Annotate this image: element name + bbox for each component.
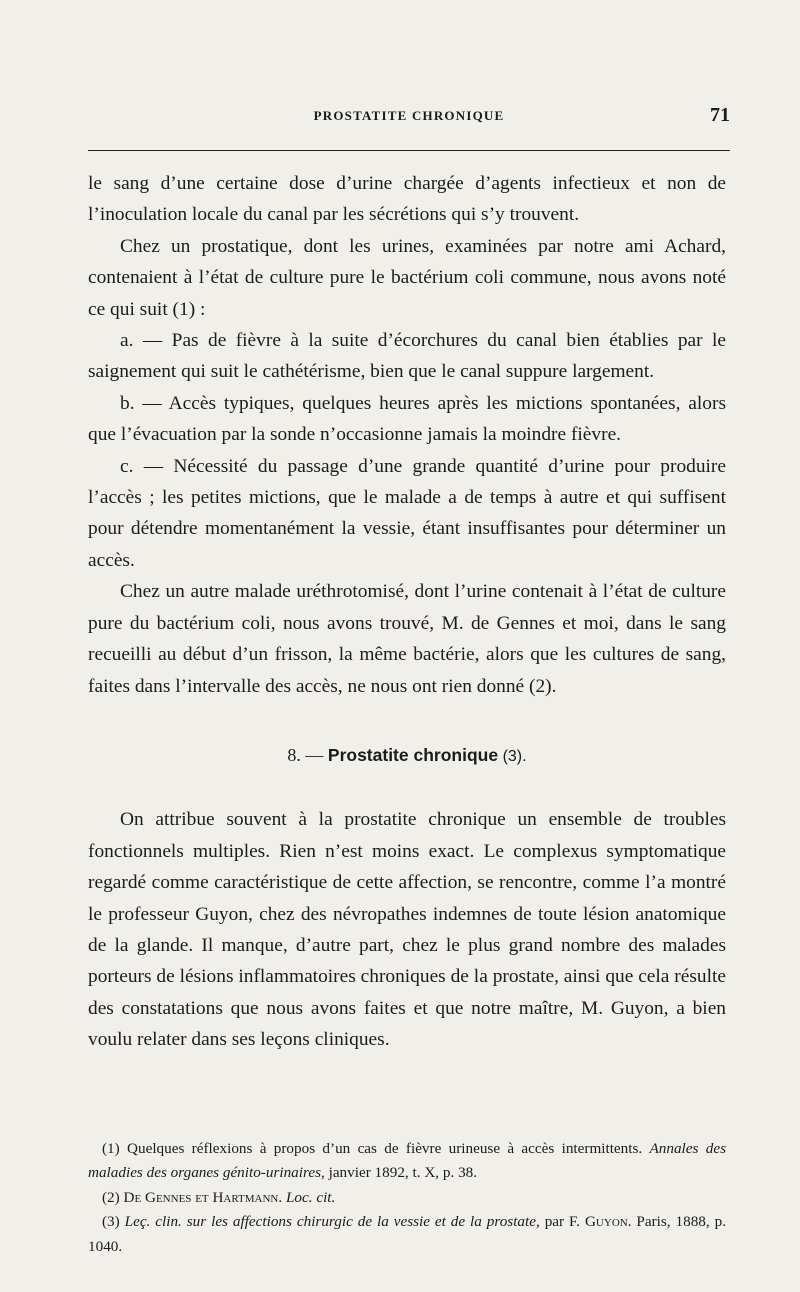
footnote-reference: Paris, 1888, p. 1040. <box>88 1213 726 1255</box>
footnote-2 <box>88 1186 726 1210</box>
footnote-par: par <box>539 1213 565 1231</box>
footnote-text: (1) Quelques réflexions à propos d’un cas de fièvre urineuse à accès intermittents. <box>102 1140 643 1157</box>
page-number: 71 <box>710 104 730 126</box>
paragraph: le sang d’une certaine dose d’urine chargée d’agents infectieux et non de l’inoculation locale du canal par les sécrétions qui s’y trouvent. <box>88 173 726 226</box>
section-footnote-mark: (3). <box>502 747 527 765</box>
footnote-mark: (2) <box>102 1188 124 1206</box>
footnote-reference: janvier 1892, t. X, p. 38. <box>324 1164 478 1182</box>
header-rule <box>88 150 730 151</box>
paragraph: a. — Pas de fièvre à la suite d’écorchures du canal bien établies par le saignement qui suit le cathétérisme, bien que le canal suppure largement. <box>88 330 726 383</box>
footnote-1 <box>88 1137 726 1186</box>
paragraph: Chez un autre malade uréthrotomisé, dont l’urine contenait à l’état de culture pure du bactérium coli, nous avons trouvé, M. de Gennes et moi, dans le sang recueilli au début d’un frisson, la même bactérie, alors que les cultures de sang, faites dans l’intervalle des accès, ne nous ont rien donné (2). <box>88 581 726 697</box>
footnote-title: Leç. clin. sur les affections chirurgic de la vessie et de la prostate, <box>124 1213 540 1231</box>
footnote-3 <box>88 1210 726 1259</box>
paragraph: b. — Accès typiques, quelques heures après les mictions spontanées, alors que l’évacuation par la sonde n’occasionne jamais la moindre fièvre. <box>88 392 726 446</box>
paragraph: Chez un prostatique, dont les urines, examinées par notre ami Achard, contenaient à l’état de culture pure le bactérium coli commune, nous avons noté ce qui suit (1) : <box>88 235 726 320</box>
footnote-citation: Loc. cit. <box>282 1188 336 1206</box>
section-title: Prostatite chronique <box>327 744 499 765</box>
paragraph: On attribue souvent à la prostatite chronique un ensemble de troubles fonctionnels multiples. Rien n’est moins exact. Le complexus symptomatique regardé comme caractéristique de cette affection, se rencontre, comme l’a montré le professeur Guyon, chez des névropathes indemnes de toute lésion anatomique de la glande. Il manque, d’autre part, chez le plus grand nombre des malades porteurs de lésions inflammatoires chroniques de la prostate, ainsi que cela résulte des constatations que nous avons faites et que notre maître, M. Guyon, a bien voulu relater dans ses leçons cliniques. <box>88 809 726 1051</box>
section-number: 8. — <box>287 744 324 765</box>
paragraph: c. — Nécessité du passage d’une grande quantité d’urine pour produire l’accès ; les petites mictions, que le malade a de temps à autre et qui suffisent pour détendre momentanément la vessie, étant insuffisantes pour déterminer un accès. <box>88 455 726 571</box>
main-text <box>88 168 726 1056</box>
section-heading <box>88 740 726 772</box>
footnote-mark: (3) <box>102 1213 125 1231</box>
footnote-journal: Annales des maladies des organes génito-urinaires, <box>88 1140 726 1182</box>
page-header <box>88 104 730 132</box>
running-title: PROSTATITE CHRONIQUE <box>313 108 505 123</box>
footnote-author: F. Guyon. <box>569 1213 632 1231</box>
footnotes <box>88 1137 726 1259</box>
footnote-authors: De Gennes et Hartmann. <box>123 1188 283 1206</box>
